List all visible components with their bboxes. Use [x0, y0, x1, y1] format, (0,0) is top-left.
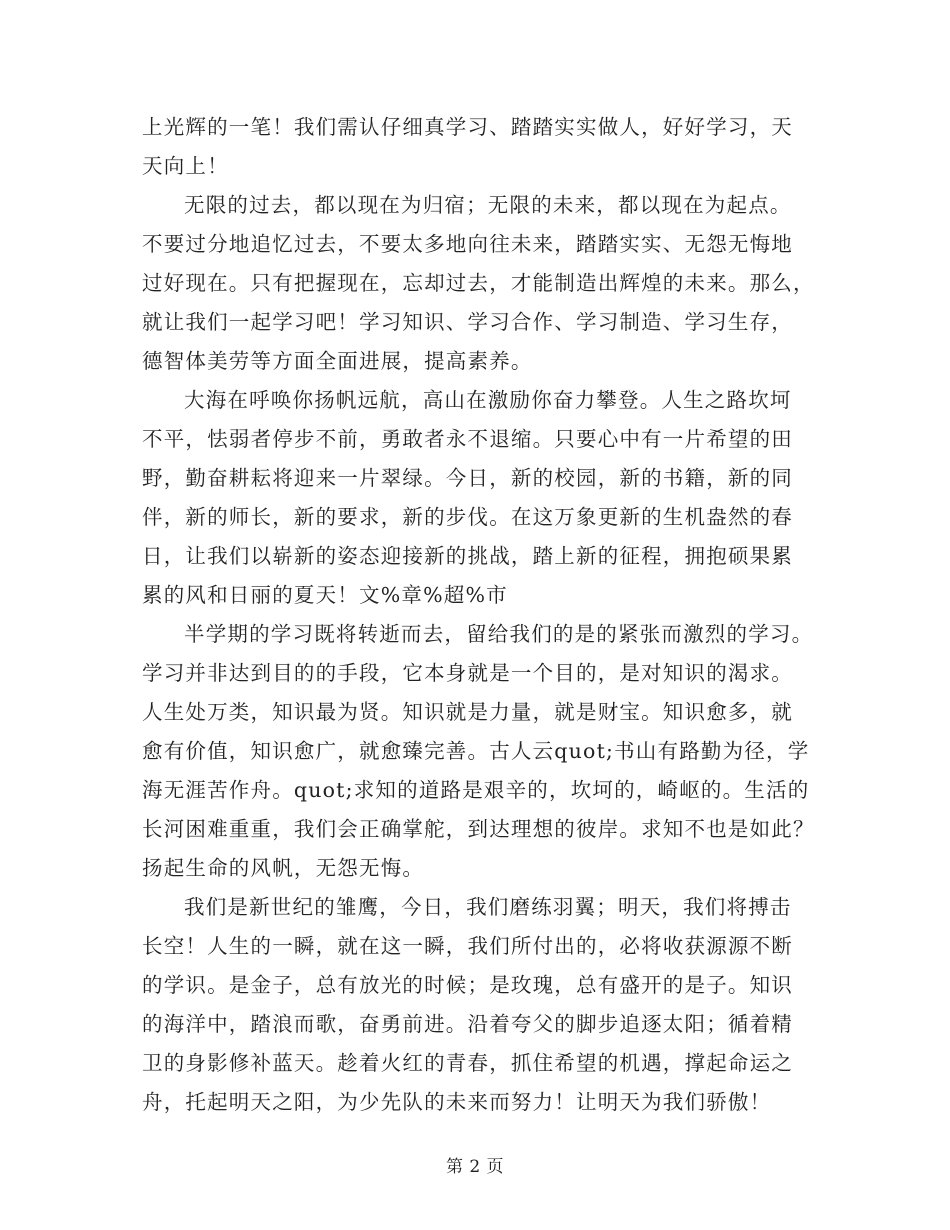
text-line: 扬起生命的风帆，无怨无悔。 — [142, 856, 425, 880]
text-line: 的学识。是金子，总有放光的时候；是玫瑰，总有盛开的是子。知识 — [142, 973, 793, 997]
text-line: 野，勤奋耕耘将迎来一片翠绿。今日，新的校园，新的书籍，新的同 — [142, 466, 793, 490]
paragraph-start-line: 我们是新世纪的雏鹰，今日，我们磨练羽翼；明天，我们将搏击 — [184, 895, 792, 919]
text-line: 舟，托起明天之阳，为少先队的未来而努力！让明天为我们骄傲！ — [142, 1090, 772, 1114]
text-line: 日，让我们以崭新的姿态迎接新的挑战，踏上新的征程，拥抱硕果累 — [142, 544, 793, 568]
text-line: 天向上！ — [142, 154, 229, 178]
document-body — [142, 108, 815, 1122]
text-line: 愈有价值，知识愈广，就愈臻完善。古人云quot;书山有路勤为径，学 — [142, 739, 810, 763]
paragraph-start-line: 半学期的学习既将转逝而去，留给我们的是的紧张而激烈的学习。 — [184, 622, 814, 646]
paragraph-start-line: 大海在呼唤你扬帆远航，高山在激励你奋力攀登。人生之路坎坷 — [184, 388, 792, 412]
text-line: 过好现在。只有把握现在，忘却过去，才能制造出辉煌的未来。那么， — [142, 271, 815, 295]
text-line: 德智体美劳等方面全面进展，提高素养。 — [142, 349, 533, 373]
paragraph-start-line: 无限的过去，都以现在为归宿；无限的未来，都以现在为起点。 — [184, 193, 792, 217]
text-line: 长河困难重重，我们会正确掌舵，到达理想的彼岸。求知不也是如此？ — [142, 817, 815, 841]
text-line: 卫的身影修补蓝天。趁着火红的青春，抓住希望的机遇，撑起命运之 — [142, 1051, 793, 1075]
text-line: 海无涯苦作舟。quot;求知的道路是艰辛的，坎坷的，崎岖的。生活的 — [142, 778, 810, 802]
text-line: 伴，新的师长，新的要求，新的步伐。在这万象更新的生机盎然的春 — [142, 505, 793, 529]
text-line: 长空！人生的一瞬，就在这一瞬，我们所付出的，必将收获源源不断 — [142, 934, 793, 958]
text-line: 不平，怯弱者停步不前，勇敢者永不退缩。只要心中有一片希望的田 — [142, 427, 793, 451]
text-line: 上光辉的一笔！我们需认仔细真学习、踏踏实实做人，好好学习，天 — [142, 115, 793, 139]
text-line: 的海洋中，踏浪而歌，奋勇前进。沿着夸父的脚步追逐太阳；循着精 — [142, 1012, 793, 1036]
page-number: 第 2 页 — [445, 1157, 505, 1177]
text-line: 学习并非达到目的的手段，它本身就是一个目的，是对知识的渴求。 — [142, 661, 793, 685]
text-line: 累的风和日丽的夏天！文%章%超%市 — [142, 583, 508, 607]
text-line: 就让我们一起学习吧！学习知识、学习合作、学习制造、学习生存， — [142, 310, 793, 334]
text-line: 不要过分地追忆过去，不要太多地向往未来，踏踏实实、无怨无悔地 — [142, 232, 793, 256]
text-line: 人生处万类，知识最为贤。知识就是力量，就是财宝。知识愈多，就 — [142, 700, 793, 724]
